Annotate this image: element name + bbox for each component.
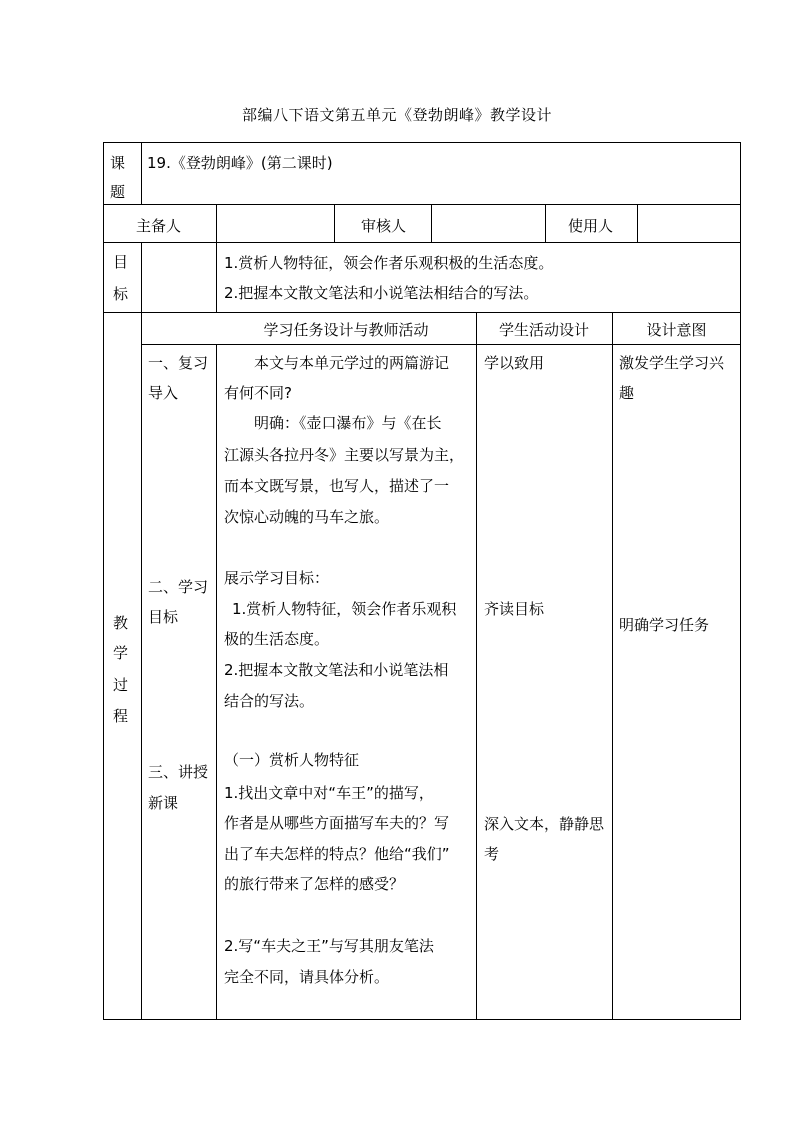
preparer-label: 主备人 (136, 217, 182, 235)
teacher-line: 明确：《壶口瀑布》与《在长 (254, 414, 442, 432)
document-title: 部编八下语文第五单元《登勃朗峰》教学设计 (241, 106, 552, 124)
goals-label: 目 (113, 253, 129, 271)
topic-value: 19.《登勃朗峰》(第二课时) (147, 154, 333, 172)
teacher-line: 作者是从哪些方面描写车夫的？写 (224, 814, 450, 832)
col-divider-goals (216, 242, 217, 312)
teacher-line: 而本文既写景，也写人，描述了一 (224, 477, 450, 495)
teacher-line: 1.赏析人物特征，领会作者乐观积 (232, 600, 457, 618)
col-divider-user-value (637, 204, 638, 242)
design-intent: 明确学习任务 (619, 616, 710, 634)
teacher-line: 本文与本单元学过的两篇游记 (254, 354, 450, 372)
phase-name: 二、学习 (148, 578, 209, 596)
user-label: 使用人 (568, 217, 614, 235)
teacher-line: 江源头各拉丹冬》主要以写景为主， (224, 446, 465, 464)
col-divider-user-label (545, 204, 546, 242)
header-student: 学生活动设计 (498, 321, 589, 339)
teacher-line: 次惊心动魄的马车之旅。 (224, 508, 390, 526)
col-divider-tasks (476, 312, 477, 1020)
teacher-line: 2.把握本文散文笔法和小说笔法相 (224, 661, 449, 679)
design-intent: 激发学生学习兴 (619, 354, 725, 372)
phase-name: 导入 (148, 384, 179, 402)
topic-label: 课 (110, 154, 126, 172)
design-intent: 趣 (619, 384, 635, 402)
teacher-line: 结合的写法。 (224, 692, 315, 710)
col-divider-goals-label (141, 242, 142, 1020)
phase-name: 一、复习 (148, 354, 209, 372)
row-divider-topic (103, 204, 741, 205)
topic-label: 题 (110, 183, 126, 201)
goal-item: 1.赏析人物特征，领会作者乐观积极的生活态度。 (224, 254, 554, 272)
student-activity: 深入文本，静静思 (484, 815, 605, 833)
reviewer-label: 审核人 (361, 217, 407, 235)
row-divider-goals (103, 312, 741, 313)
process-label: 教 (113, 614, 129, 632)
teacher-line: 展示学习目标： (224, 569, 330, 587)
student-activity: 学以致用 (484, 354, 545, 372)
header-tasks: 学习任务设计与教师活动 (263, 321, 429, 339)
teacher-line: 极的生活态度。 (224, 630, 330, 648)
process-label: 过 (113, 676, 129, 694)
header-intent: 设计意图 (646, 321, 707, 339)
phase-name: 目标 (148, 608, 179, 626)
goals-label: 标 (113, 285, 129, 303)
process-label: 学 (113, 644, 129, 662)
teacher-line: 2.写“车夫之王”与写其朋友笔法 (224, 937, 434, 955)
teacher-line: 1.找出文章中对“车王”的描写， (224, 784, 434, 802)
teacher-line: 出了车夫怎样的特点？他给“我们” (224, 845, 450, 863)
teacher-line: （一）赏析人物特征 (224, 751, 360, 769)
teacher-line: 有何不同? (224, 384, 292, 402)
row-divider-roles (103, 242, 741, 243)
col-divider-label (141, 142, 142, 204)
phase-name: 三、讲授 (148, 763, 209, 781)
col-divider-preparer (216, 204, 217, 242)
col-divider-reviewer-label (334, 204, 335, 242)
process-label: 程 (113, 707, 129, 725)
col-divider-phase (216, 344, 217, 1020)
goal-item: 2.把握本文散文笔法和小说笔法相结合的写法。 (224, 284, 539, 302)
teacher-line: 的旅行带来了怎样的感受？ (224, 875, 405, 893)
teacher-line: 完全不同，请具体分析。 (224, 968, 390, 986)
phase-name: 新课 (148, 794, 179, 812)
student-activity: 齐读目标 (484, 600, 545, 618)
student-activity: 考 (484, 845, 500, 863)
col-divider-student (612, 312, 613, 1020)
col-divider-reviewer-value (431, 204, 432, 242)
